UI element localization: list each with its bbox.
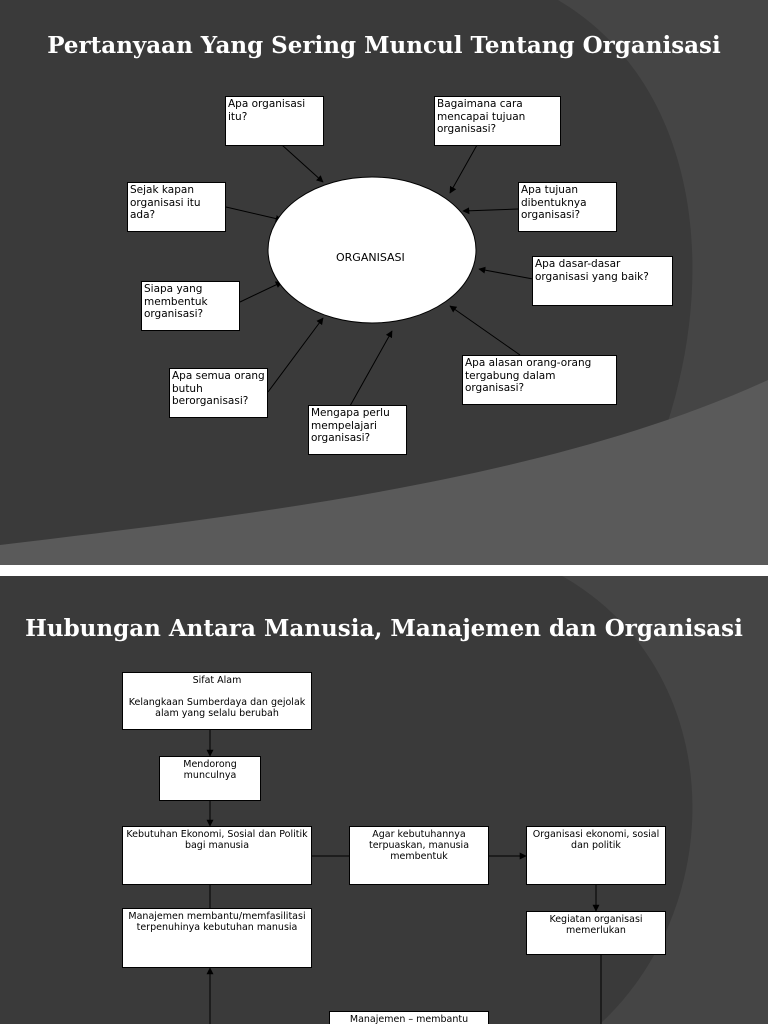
question-box-apa-organisasi: Apa organisasi itu? <box>225 96 324 146</box>
flow-connectors <box>0 576 768 1024</box>
box-manajemen-membantu: Manajemen membantu/memfasilitasi terpenuhinya kebutuhan manusia <box>122 908 312 968</box>
question-box-semua-orang: Apa semua orang butuh berorganisasi? <box>169 368 268 418</box>
box-mendorong: Mendorong munculnya <box>159 756 261 801</box>
box-agar-kebutuhan: Agar kebutuhannya terpuaskan, manusia membentuk <box>349 826 489 885</box>
slide-title: Hubungan Antara Manusia, Manajemen dan Organisasi <box>25 615 743 642</box>
box-kegiatan-organisasi: Kegiatan organisasi memerlukan <box>526 911 666 955</box>
box-organisasi-ekonomi: Organisasi ekonomi, sosial dan politik <box>526 826 666 885</box>
slide-title: Pertanyaan Yang Sering Muncul Tentang Organisasi <box>47 32 721 59</box>
question-box-mengapa: Mengapa perlu mempelajari organisasi? <box>308 405 407 455</box>
question-box-sejak-kapan: Sejak kapan organisasi itu ada? <box>127 182 226 232</box>
slide-hubungan <box>0 576 768 1024</box>
box-manajemen-bottom: Manajemen – membantu <box>329 1011 489 1024</box>
question-box-tujuan: Apa tujuan dibentuknya organisasi? <box>518 182 617 232</box>
box-sifat-alam: Sifat Alam Kelangkaan Sumberdaya dan gejolak alam yang selalu berubah <box>122 672 312 730</box>
organisasi-ellipse <box>268 177 476 323</box>
question-box-siapa: Siapa yang membentuk organisasi? <box>141 281 240 331</box>
slide-separator <box>0 565 768 576</box>
center-label: ORGANISASI <box>336 251 405 264</box>
question-box-cara-mencapai: Bagaimana cara mencapai tujuan organisasi? <box>434 96 561 146</box>
question-box-alasan: Apa alasan orang-orang tergabung dalam organisasi? <box>462 355 617 405</box>
box-kebutuhan: Kebutuhan Ekonomi, Sosial dan Politik bagi manusia <box>122 826 312 885</box>
question-box-dasar-dasar: Apa dasar-dasar organisasi yang baik? <box>532 256 673 306</box>
